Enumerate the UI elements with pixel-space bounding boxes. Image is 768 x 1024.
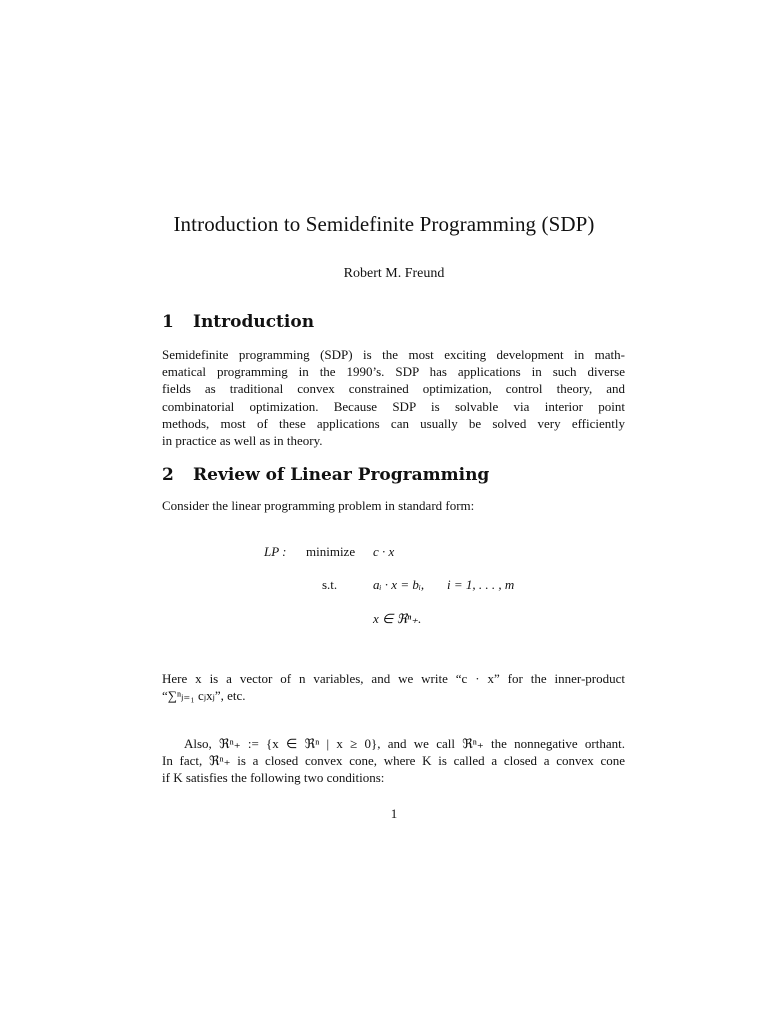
- paragraph-line: Also, ℜⁿ₊ := {x ∈ ℜⁿ | x ≥ 0}, and we call ℜⁿ₊ the nonnegative orthant.: [184, 736, 625, 751]
- paragraph-line: ematical programming in the 1990’s. SDP has applications in such diverse: [162, 364, 625, 380]
- lp-constraint-index: i = 1, . . . , m: [447, 577, 515, 592]
- section-2-heading: [162, 465, 489, 485]
- page-number: 1: [390, 806, 398, 821]
- section-1-title: Introduction: [193, 312, 315, 332]
- section-1-paragraph: [162, 346, 625, 449]
- paper-author: Robert M. Freund: [343, 266, 445, 281]
- paragraph-line: Consider the linear programming problem in standard form:: [162, 498, 475, 513]
- lp-st-keyword: s.t.: [322, 577, 338, 592]
- paragraph-line: combinatorial optimization. Because SDP is solvable via interior point: [162, 398, 625, 414]
- section-1-heading: [162, 312, 314, 332]
- paragraph-orthant: [162, 735, 625, 787]
- lp-domain: x ∈ ℜⁿ₊.: [373, 611, 422, 626]
- lp-objective: c · x: [373, 544, 395, 559]
- section-1-number: 1: [162, 312, 174, 332]
- paragraph-line: in practice as well as in theory.: [162, 433, 323, 449]
- lp-minimize-keyword: minimize: [306, 544, 356, 559]
- paper-title: Introduction to Semidefinite Programming (SDP): [173, 212, 595, 236]
- paragraph-line: methods, most of these applications can usually be solved very efficiently: [162, 415, 625, 431]
- section-2-intro: [162, 497, 625, 514]
- paragraph-line: Here x is a vector of n variables, and we write “c · x” for the inner-product: [162, 671, 625, 686]
- paragraph-line: fields as traditional convex constrained optimization, control theory, and: [162, 381, 625, 397]
- lp-constraint: aᵢ · x = bᵢ,: [373, 577, 425, 592]
- paragraph-line: In fact, ℜⁿ₊ is a closed convex cone, where K is called a closed a convex cone: [162, 753, 625, 769]
- paragraph-line: Semidefinite programming (SDP) is the most exciting development in math-: [162, 347, 625, 362]
- lp-label: LP :: [264, 544, 287, 559]
- paragraph-inner-product: [162, 670, 625, 704]
- section-2-number: 2: [162, 465, 174, 485]
- paragraph-line: “∑ⁿⱼ₌₁ cⱼxⱼ”, etc.: [162, 688, 246, 704]
- paragraph-line: if K satisfies the following two conditions:: [162, 770, 385, 786]
- section-2-title: Review of Linear Programming: [193, 465, 490, 485]
